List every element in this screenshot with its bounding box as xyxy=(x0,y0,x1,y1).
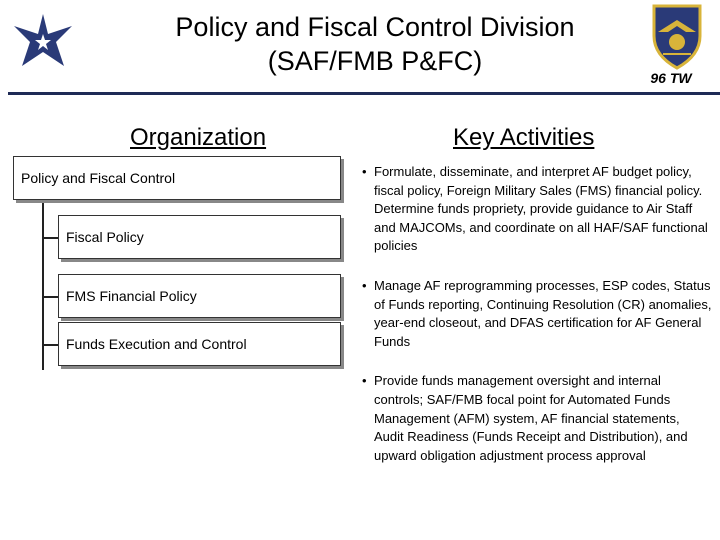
page-title xyxy=(110,10,640,78)
key-activities-list xyxy=(362,163,712,486)
activity-text: Formulate, disseminate, and interpret AF budget policy, fiscal policy, Foreign Military Sales (FMS) financial policy. Determine funds propriety, provide guidance to Air Staff and MAJCOMs, and coordinate on all HAF/SAF functional policies xyxy=(374,164,708,254)
org-connector-fiscal-policy xyxy=(42,237,58,239)
org-connector-fms xyxy=(42,296,58,298)
org-connector-funds-execution xyxy=(42,344,58,346)
activity-text: Provide funds management oversight and internal controls; SAF/FMB focal point for Automated Funds Management (AFM) system, AF financial statements, Audit Readiness (Funds Receipt and Distribution), and upward obligation adjustment process approval xyxy=(374,373,688,463)
org-box-label: Fiscal Policy xyxy=(66,229,144,245)
org-box-fms-financial-policy xyxy=(58,274,341,318)
org-box-fiscal-policy xyxy=(58,215,341,259)
bullet: • xyxy=(362,277,367,293)
org-box-label: FMS Financial Policy xyxy=(66,288,197,304)
org-box-policy-fiscal-control xyxy=(13,156,341,200)
bullet: • xyxy=(362,164,367,179)
organization-heading: Organization xyxy=(130,124,267,151)
list-item xyxy=(362,372,712,465)
activity-text: Manage AF reprogramming processes, ESP codes, Status of Funds reporting, Continuing Resolution (CR) anomalies, year-end closeout, and DFAS certification for AF General Funds xyxy=(374,277,712,349)
wing-label: 96 TW xyxy=(650,70,692,86)
org-box-funds-execution-control xyxy=(58,322,341,366)
title-line-2: (SAF/FMB P&FC) xyxy=(267,46,483,76)
wing-emblem-icon xyxy=(648,2,706,70)
org-box-label: Funds Execution and Control xyxy=(66,336,247,352)
air-force-logo-icon xyxy=(12,12,74,70)
header-divider xyxy=(8,92,720,95)
list-item xyxy=(362,277,712,351)
list-item xyxy=(362,163,712,256)
key-activities-heading: Key Activities xyxy=(453,124,595,151)
bullet: • xyxy=(362,373,367,389)
org-box-label: Policy and Fiscal Control xyxy=(21,170,176,186)
title-line-1: Policy and Fiscal Control Division xyxy=(175,12,575,42)
